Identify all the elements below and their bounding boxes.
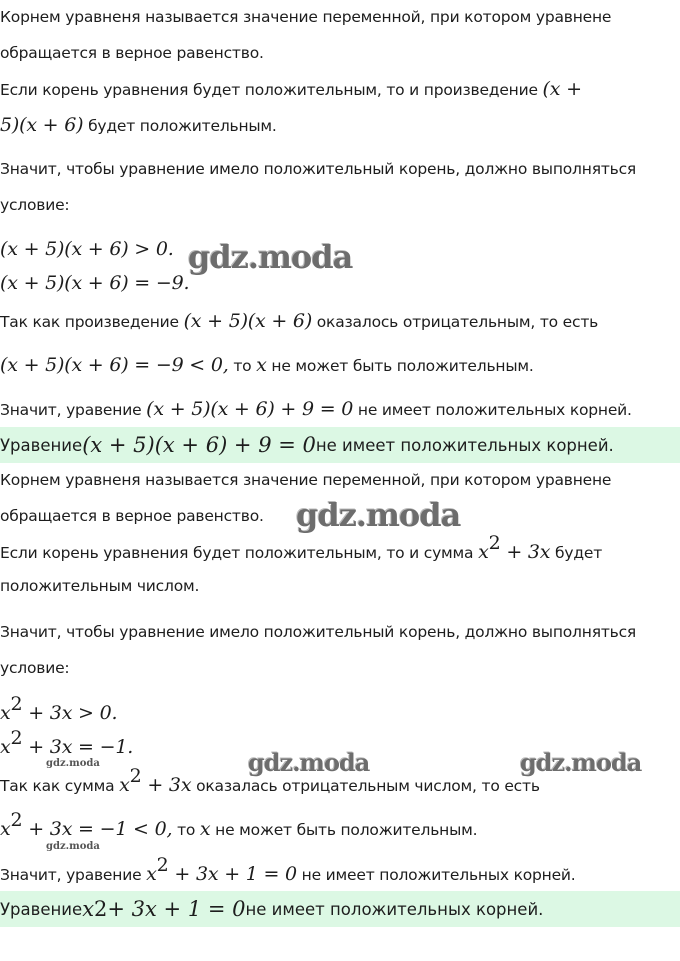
paragraph-product-condition: Если корень уравнения будет положительным, то и произведение (x + xyxy=(0,78,582,100)
paragraph-contradiction-2-cont: $x^2 + 3x = -1 < 0$, то x не может быть положительным. xyxy=(0,809,478,840)
paragraph-contradiction-2: Так как сумма $x^2 + 3x$ оказалась отрицательным числом, то есть xyxy=(0,765,540,796)
watermark-logo: gdz.moda xyxy=(296,496,461,534)
paragraph-contradiction: Так как произведение (x + 5)(x + 6) оказалось отрицательным, то есть xyxy=(0,310,599,332)
answer-highlight-2: Уравение x 2 + 3x + 1 = 0 не имеет положительных корней. xyxy=(0,891,680,927)
equation-original: (x + 5)(x + 6) = −9. xyxy=(0,272,190,294)
paragraph-requirement-2: Значит, чтобы уравнение имело положительный корень, должно выполняться xyxy=(0,623,637,641)
math-expression: (x + xyxy=(542,78,582,100)
watermark-small: gdz.moda xyxy=(46,841,100,852)
equation-inequality-2: $x^2 + 3x > 0$. xyxy=(0,693,118,724)
paragraph-requirement: Значит, чтобы уравнение имело положительный корень, должно выполняться xyxy=(0,160,637,178)
equation-inequality: (x + 5)(x + 6) > 0. xyxy=(0,238,174,260)
paragraph-product-condition-cont: 5)(x + 6) будет положительным. xyxy=(0,114,277,136)
answer-highlight-1: Уравение (x + 5)(x + 6) + 9 = 0 не имеет положительных корней. xyxy=(0,427,680,463)
paragraph-definition-2: Корнем уравненя называется значение переменной, при котором уравнене xyxy=(0,471,612,489)
paragraph-requirement-cont: условие: xyxy=(0,196,70,214)
paragraph-contradiction-cont: (x + 5)(x + 6) = −9 < 0, то x не может быть положительным. xyxy=(0,354,534,376)
paragraph-sum-condition-cont: положительным числом. xyxy=(0,577,200,595)
watermark-logo: gdz.moda xyxy=(248,748,370,777)
paragraph-definition-2-cont: обращается в верное равенство. xyxy=(0,507,264,525)
equation-original-2: $x^2 + 3x = -1$. xyxy=(0,727,134,758)
watermark-logo: gdz.moda xyxy=(188,238,353,276)
watermark-small: gdz.moda xyxy=(46,758,100,769)
paragraph-conclusion: Значит, уравение (x + 5)(x + 6) + 9 = 0 не имеет положительных корней. xyxy=(0,398,632,420)
watermark-logo: gdz.moda xyxy=(520,748,642,777)
paragraph-definition: Корнем уравненя называется значение переменной, при котором уравнене xyxy=(0,8,612,26)
paragraph-requirement-2-cont: условие: xyxy=(0,659,70,677)
paragraph-definition-cont: обращается в верное равенство. xyxy=(0,44,264,62)
paragraph-sum-condition: Если корень уравнения будет положительным, то и сумма $x^2 + 3x$ будет xyxy=(0,532,603,563)
paragraph-conclusion-2: Значит, уравение $x^2 + 3x + 1 = 0$ не имеет положительных корней. xyxy=(0,854,576,885)
math-expression: 5)(x + 6) xyxy=(0,114,84,136)
